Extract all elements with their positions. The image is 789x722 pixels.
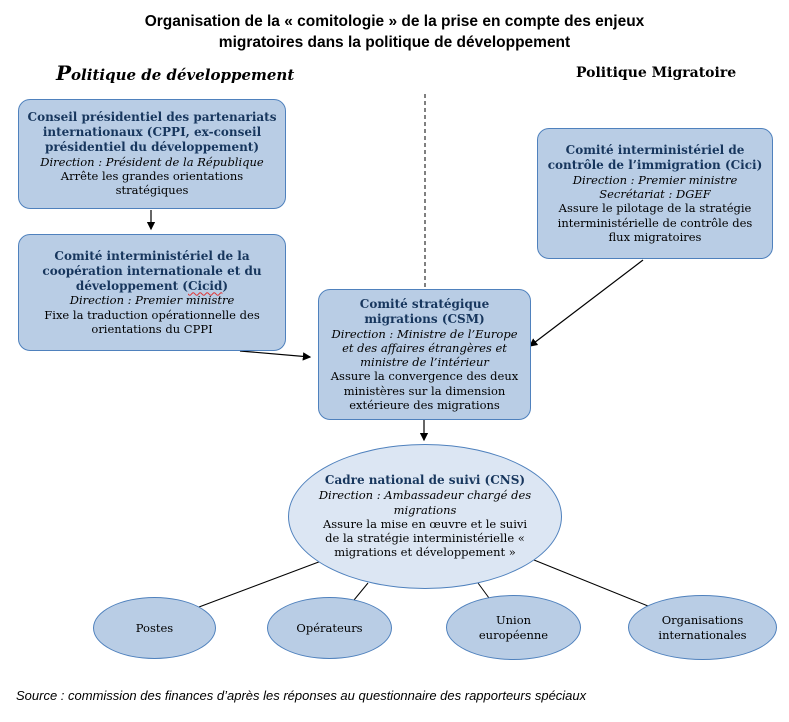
line-cns-to-operateurs — [354, 583, 368, 600]
node-direction: Direction : Président de la République — [40, 154, 264, 169]
node-body: Arrête les grandes orientations stratégiques — [60, 169, 244, 198]
node-title: Cadre national de suivi (CNS) — [324, 473, 526, 488]
node-organisations-internationales — [628, 595, 777, 660]
node-title-text: Comité interministériel de la coopération internationale et du développement ( — [42, 248, 262, 293]
node-title-text: ) — [222, 278, 229, 293]
node-label: Union européenne — [478, 613, 549, 642]
source-caption: Source : commission des finances d’après les réponses au questionnaire des rapporteurs spéciaux — [16, 688, 587, 703]
node-body: Assure la mise en œuvre et le suivi de la stratégie interministérielle « migrations et développement » — [322, 516, 528, 560]
node-title — [27, 249, 277, 294]
node-title: Comité stratégique migrations (CSM) — [359, 296, 490, 326]
node-label: Opérateurs — [296, 620, 363, 635]
header-politique-developpement: Politique de développement — [56, 61, 295, 85]
line-cns-to-union-europeenne — [478, 583, 489, 598]
node-label: Organisations internationales — [658, 613, 747, 642]
node-postes — [93, 597, 216, 659]
node-direction: Direction : Premier ministre — [69, 293, 235, 308]
node-csm — [318, 289, 531, 420]
node-body: Assure le pilotage de la stratégie interministérielle de contrôle des flux migratoires — [557, 201, 753, 244]
diagram-title: Organisation de la « comitologie » de la prise en compte des enjeux migratoires dans la politique de développement — [144, 13, 645, 51]
node-direction: Direction : Premier ministre — [572, 172, 738, 187]
line-cns-to-organisations-internationales — [534, 560, 648, 606]
node-union-europeenne — [446, 595, 581, 660]
spellchecked-word: Cicid — [188, 278, 223, 293]
node-cppi — [18, 99, 286, 209]
header-politique-migratoire: Politique Migratoire — [576, 65, 737, 81]
node-direction: Direction : Ambassadeur chargé des migrations — [318, 488, 532, 517]
node-title: Conseil présidentiel des partenariats internationaux (CPPI, ex-conseil présidentiel du développement) — [27, 110, 277, 155]
node-cns — [288, 444, 562, 589]
arrow-cicid-to-csm — [240, 351, 310, 357]
node-cicid — [18, 234, 286, 351]
node-label: Postes — [135, 620, 174, 635]
node-body: Assure la convergence des deux ministères sur la dimension extérieure des migrations — [330, 369, 519, 412]
arrow-cici-to-csm — [530, 260, 643, 346]
node-secretariat: Secrétariat : DGEF — [599, 187, 711, 201]
node-body: Fixe la traduction opérationnelle des orientations du CPPI — [44, 307, 260, 336]
node-title: Comité interministériel de contrôle de l’immigration (Cici) — [547, 143, 763, 172]
node-operateurs — [267, 597, 392, 659]
node-direction: Direction : Ministre de l’Europe et des affaires étrangères et ministre de l’intérieur — [331, 326, 518, 370]
node-cici — [537, 128, 773, 259]
